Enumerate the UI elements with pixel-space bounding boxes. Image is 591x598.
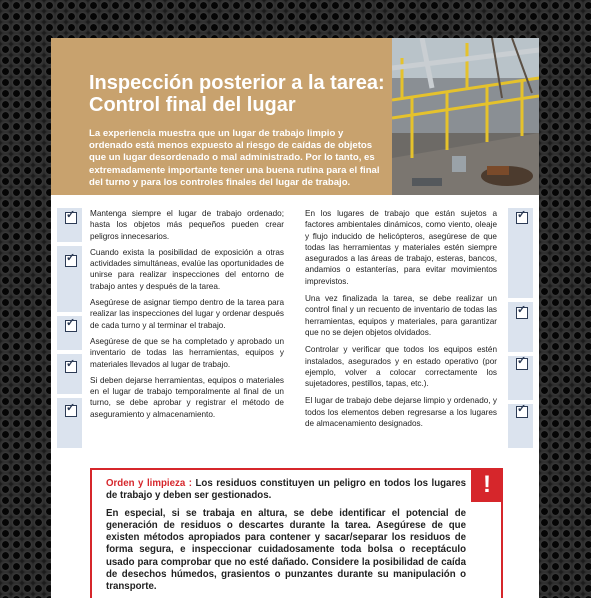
warning-box — [90, 468, 503, 598]
page-title — [89, 72, 385, 116]
checklist-item: Asegúrese de asignar tiempo dentro de la tarea para realizar las inspecciones del lugar y ordenar después de cada turno y al terminar el trabajo. — [90, 298, 284, 330]
checkbox-8[interactable] — [516, 355, 528, 370]
check-icon: ✓ — [66, 358, 76, 370]
checkbox-2[interactable] — [65, 252, 77, 267]
warning-text — [106, 478, 466, 598]
title-line-2: Control final del lugar — [89, 94, 296, 116]
checklist-item: Si deben dejarse herramientas, equipos o materiales en el lugar de trabajo temporalmente al final de un turno, se debe aprobar y registrar el método de aseguramiento y almacenamiento. — [90, 375, 284, 419]
right-column — [305, 208, 497, 435]
hero-banner — [51, 38, 539, 195]
warning-line-1: Los residuos constituyen un peligro en todos los lugares de trabajo y deben ser gestionados. — [106, 478, 466, 502]
warning-heading: Orden y limpieza : — [106, 478, 192, 489]
checklist-item: El lugar de trabajo debe dejarse limpio y ordenado, y todos los elementos deben regresarse a los lugares de almacenamiento designados. — [305, 396, 497, 429]
exclamation-icon: ! — [471, 468, 503, 502]
check-icon: ✓ — [66, 402, 76, 414]
warning-paragraph: En especial, si se trabaja en altura, se debe identificar el potencial de generación de residuos o descartes durante la tarea. Asegúrese de que existen métodos apropiados para contener y sacar/separar los residuos de forma segura, e inspeccionar cuidadosamente toda bolsa o receptáculo usado para comprobar que no esté dañado. Considere la posibilidad de caída de desechos húmedos, grasientos o punzantes durante su manipulación o transporte. — [106, 507, 466, 593]
checkbox-6[interactable] — [516, 209, 528, 224]
check-icon: ✓ — [517, 355, 527, 367]
check-icon: ✓ — [66, 252, 76, 264]
check-icon: ✓ — [517, 403, 527, 415]
intro-paragraph: La experiencia muestra que un lugar de trabajo limpio y ordenado está menos expuesto al riesgo de caídas de objetos que un lugar desordenado o mal administrado. Por lo tanto, es extremadamente importante tener una buena rutina para el final del turno y para los controles finales del lugar de trabajo. — [89, 128, 380, 188]
left-column — [90, 208, 284, 425]
checklist-item: Controlar y verificar que todos los equipos estén instalados, asegurados y en estado operativo (por ejemplo, volver a colocar correctamente los sujetadores, pestillos, tapas, etc.). — [305, 345, 497, 389]
check-icon: ✓ — [66, 209, 76, 221]
checkbox-9[interactable] — [516, 403, 528, 418]
document-page — [51, 38, 539, 598]
title-line-1: Inspección posterior a la tarea: — [89, 72, 385, 94]
checklist-item: Mantenga siempre el lugar de trabajo ordenado; hasta los objetos más pequeños pueden crear peligros innecesarios. — [90, 209, 284, 241]
checkbox-3[interactable] — [65, 317, 77, 332]
check-icon: ✓ — [66, 317, 76, 329]
checklist-item: En los lugares de trabajo que están sujetos a factores ambientales dinámicos, como viento, oleaje y flujo inducido de helicópteros, asegúrese de que todas las herramientas y materiales estén siempre asegurados a las áreas de trabajo, esteras, bancos, andamios o estanterías, para evitar movimientos imprevistos. — [305, 209, 497, 286]
worksite-photo — [392, 38, 539, 195]
checkbox-4[interactable] — [65, 358, 77, 373]
checklist-item: Asegúrese de que se ha completado y aprobado un inventario de todas las herramientas, equipos y materiales llevados al lugar de trabajo. — [90, 336, 284, 369]
right-checkbox-strip — [508, 208, 533, 454]
checkbox-5[interactable] — [65, 402, 77, 417]
checklist-item: Una vez finalizada la tarea, se debe realizar un control final y un recuento de inventario de todas las herramientas, equipos y materiales, para garantizar que no se dejen objetos olvidados. — [305, 294, 497, 337]
checkbox-1[interactable] — [65, 209, 77, 224]
check-icon: ✓ — [517, 209, 527, 221]
checklist-item: Cuando exista la posibilidad de exposición a otras actividades simultáneas, evalúe las oportunidades de unirse para realizar inspecciones del entorno de trabajo antes y después de la tarea. — [90, 247, 284, 291]
left-checkbox-strip — [57, 208, 82, 454]
check-icon: ✓ — [517, 304, 527, 316]
checkbox-7[interactable] — [516, 304, 528, 319]
